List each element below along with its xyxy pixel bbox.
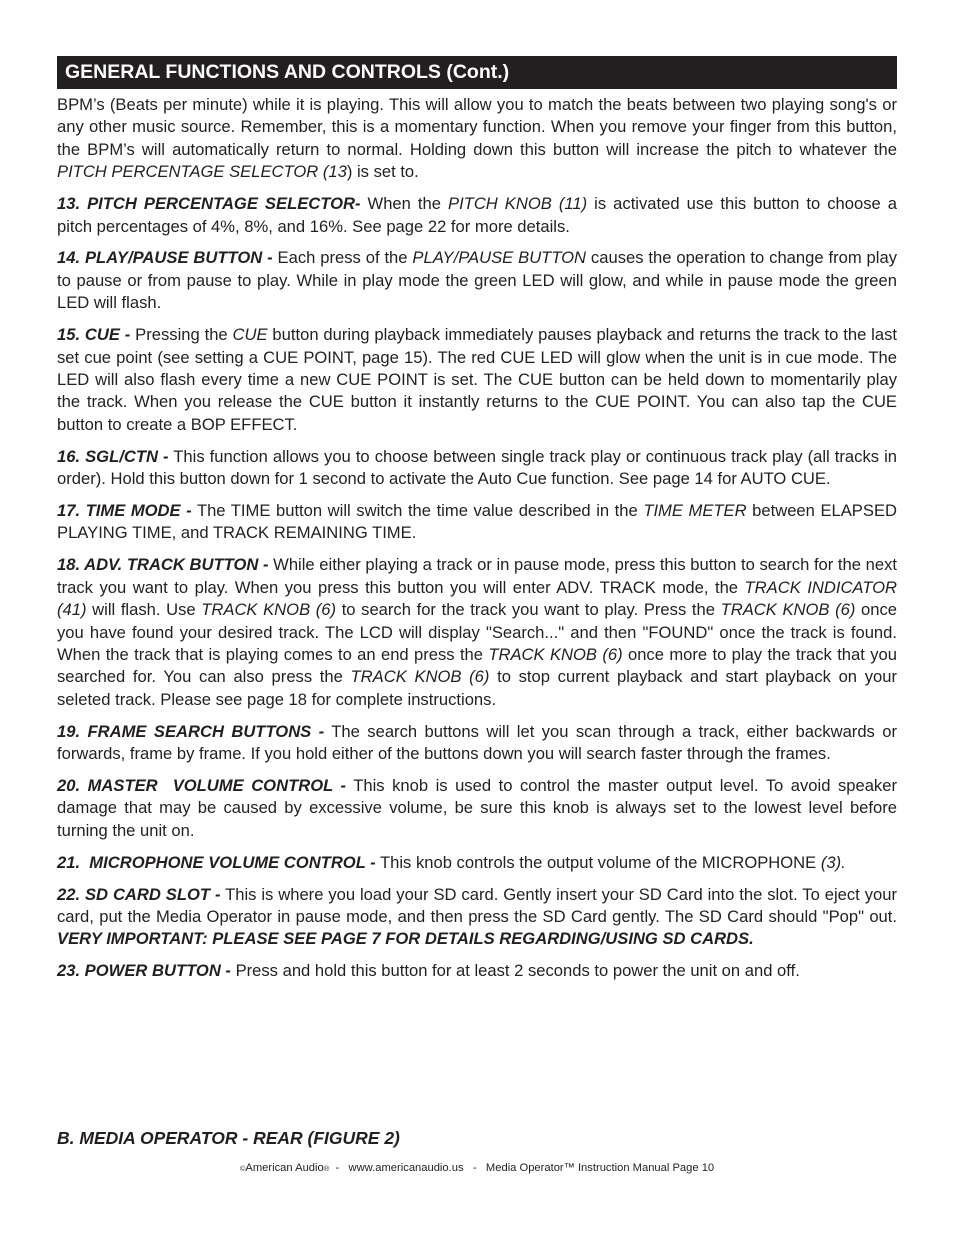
footer-brand: American Audio <box>245 1162 324 1174</box>
item-title: 13. PITCH PERCENTAGE SELECTOR- <box>57 194 361 214</box>
registered-symbol: ® <box>323 1164 330 1173</box>
intro-paragraph <box>57 94 897 184</box>
important-note: VERY IMPORTANT: PLEASE SEE PAGE 7 FOR DETAILS REGARDING/USING SD CARDS. <box>57 929 754 949</box>
item-ref: TRACK KNOB (6) <box>350 667 490 687</box>
item-20 <box>57 775 897 842</box>
item-title: 14. PLAY/PAUSE BUTTON - <box>57 248 273 268</box>
item-ref: PITCH KNOB (11) <box>448 194 588 214</box>
item-21 <box>57 852 897 874</box>
item-text: This is where you load your SD card. Gently insert your SD Card into the slot. To eject your card, put the Media Operator in pause mode, and then press the SD Card gently. The SD Card should "Pop" out. <box>57 884 897 926</box>
item-ref: TRACK KNOB (6) <box>720 600 856 620</box>
item-17 <box>57 500 897 545</box>
item-text: once more to play the track that you searched for. You can also press the <box>57 644 897 687</box>
item-text: to stop current playback and start playback on your seleted track. Please see page 18 for complete instructions. <box>57 667 897 709</box>
item-ref: TIME METER <box>643 501 747 520</box>
section-header-bar <box>57 56 897 89</box>
item-13 <box>57 193 897 238</box>
item-title: 16. SGL/CTN - <box>57 446 169 466</box>
item-title: 23. POWER BUTTON - <box>57 961 231 981</box>
item-text: to search for the track you want to play. Press the <box>336 600 721 620</box>
page-footer <box>0 1162 954 1174</box>
copyright-symbol: © <box>239 1164 246 1173</box>
item-text: button during playback immediately pauses playback and returns the track to the last set cue point (see setting a CUE POINT, page 15). The red CUE LED will glow when the unit is in cue mode. The LED will also flash every time a new CUE POINT is set. The CUE button can be held down to momentarily play the track. When you release the CUE button it instantly returns to the CUE POINT. You can also tap the CUE button to create a BOP EFFECT. <box>57 325 897 434</box>
item-text: is activated use this button to choose a pitch percentages of 4%, 8%, and 16%. See page 22 for more details. <box>57 194 897 236</box>
item-text: Press and hold this button for at least 2 seconds to power the unit on and off. <box>230 961 800 981</box>
item-text: This knob is used to control the master output level. To avoid speaker damage that may be caused by excessive volume, be sure this knob is always set to the lowest level before turning the unit on. <box>57 775 897 840</box>
item-ref: (3). <box>820 852 846 872</box>
item-14 <box>57 247 897 314</box>
item-text: When the <box>360 194 448 214</box>
manual-body <box>57 94 897 992</box>
intro-text: BPM’s (Beats per minute) while it is playing. This will allow you to match the beats between two playing song's or any other music source. Remember, this is a momentary function. When you remove your finger from this button, the BPM’s will automatically return to normal. Holding down this button will increase the pitch to whatever the <box>57 95 897 159</box>
item-title: 15. CUE - <box>57 325 131 345</box>
item-title: 21. MICROPHONE VOLUME CONTROL - <box>57 852 376 872</box>
item-15 <box>57 324 897 436</box>
subsection-heading: B. MEDIA OPERATOR - REAR (FIGURE 2) <box>57 1128 400 1148</box>
item-ref: TRACK INDICATOR (41) <box>57 577 897 620</box>
item-18 <box>57 554 897 711</box>
item-text: Each press of the <box>272 248 413 268</box>
item-text: between ELAPSED PLAYING TIME, and TRACK REMAINING TIME. <box>57 501 897 543</box>
item-text: once you have found your desired track. The LCD will display "Search..." and then "FOUND" once the track is found. When the track that is playing comes to an end press the <box>57 600 898 664</box>
item-text: While either playing a track or in pause mode, press this button to search for the next track you want to play. When you press this button you will enter ADV. TRACK mode, the <box>57 555 897 597</box>
footer-text: - www.americanaudio.us - Media Operator™ Instruction Manual Page 10 <box>329 1162 715 1174</box>
item-title: 20. MASTER VOLUME CONTROL - <box>57 775 346 795</box>
item-ref: PLAY/PAUSE BUTTON <box>412 248 587 268</box>
item-title: 19. FRAME SEARCH BUTTONS - <box>57 721 325 741</box>
item-text: This function allows you to choose between single track play or continuous track play (all tracks in order). Hold this button down for 1 second to activate the Auto Cue function. See page 14 for AUTO CUE. <box>57 446 897 489</box>
section-title: GENERAL FUNCTIONS AND CONTROLS (Cont.) <box>65 61 510 83</box>
item-ref: CUE <box>232 325 268 345</box>
item-19 <box>57 721 897 766</box>
item-16 <box>57 446 897 491</box>
item-title: 17. TIME MODE - <box>57 501 192 520</box>
item-title: 18. ADV. TRACK BUTTON - <box>57 555 269 575</box>
item-text: Pressing the <box>130 325 233 345</box>
intro-italic: PITCH PERCENTAGE SELECTOR (13 <box>57 162 347 182</box>
intro-text-end: ) is set to. <box>346 162 419 182</box>
item-text: The search buttons will let you scan through a track, either backwards or forwards, frame by frame. If you hold either of the buttons down you will search faster through the frames. <box>57 721 898 764</box>
item-text: causes the operation to change from play to pause or from pause to play. While in play mode the green LED will glow, and while in pause mode the green LED will flash. <box>57 248 897 313</box>
item-22 <box>57 884 897 951</box>
item-23 <box>57 960 897 982</box>
item-text: This knob controls the output volume of the MICROPHONE <box>375 852 821 872</box>
item-ref: TRACK KNOB (6) <box>201 600 337 620</box>
item-text: The TIME button will switch the time value described in the <box>191 501 644 520</box>
item-title: 22. SD CARD SLOT - <box>57 884 221 904</box>
item-text: will flash. Use <box>86 600 202 620</box>
item-ref: TRACK KNOB (6) <box>488 644 623 664</box>
